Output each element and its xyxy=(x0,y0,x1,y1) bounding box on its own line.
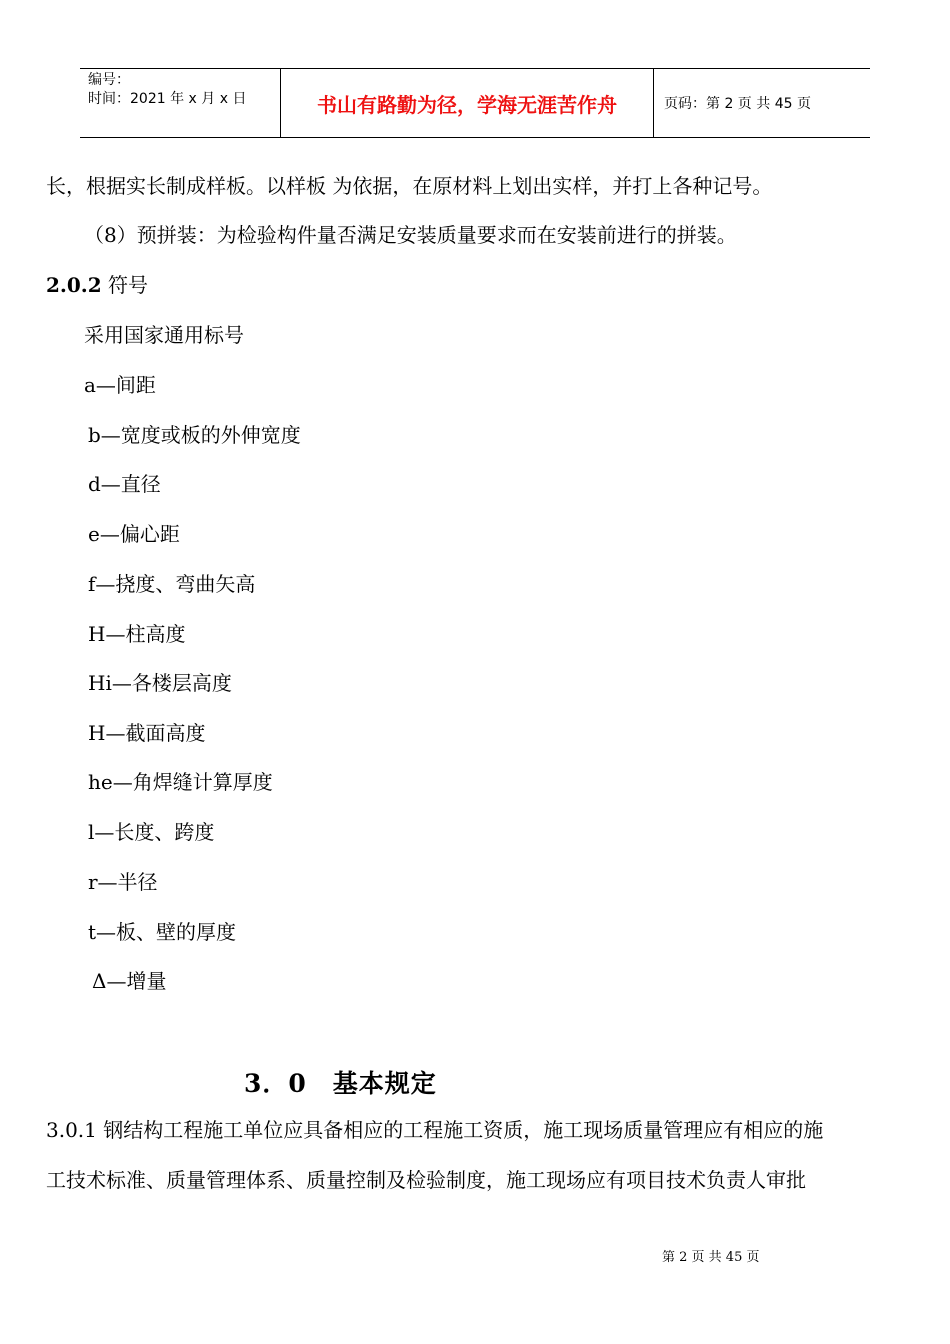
section-heading xyxy=(46,271,148,299)
body-line-2: （8）预拼装：为检验构件量否满足安装质量要求而在安装前进行的拼装。 xyxy=(84,223,737,247)
paragraph-line-1: 3.0.1 钢结构工程施工单位应具备相应的工程施工资质，施工现场质量管理应有相应的施 xyxy=(46,1118,824,1142)
symbol-item: f—挠度、弯曲矢高 xyxy=(88,572,256,596)
chapter-title: 3．0 基本规定 xyxy=(244,1069,437,1098)
document-header xyxy=(80,68,870,138)
symbol-item: r—半径 xyxy=(88,870,158,894)
symbol-item: H—柱高度 xyxy=(88,622,186,646)
paragraph-line-2: 工技术标准、质量管理体系、质量控制及检验制度，施工现场应有项目技术负责人审批 xyxy=(46,1168,806,1192)
body-line-1: 长，根据实长制成样板。以样板 为依据，在原材料上划出实样，并打上各种记号。 xyxy=(46,174,773,198)
symbol-item: b—宽度或板的外伸宽度 xyxy=(88,423,301,447)
header-page-info: 页码：第 2 页 共 45 页 xyxy=(664,96,811,112)
header-motto: 书山有路勤为径，学海无涯苦作舟 xyxy=(281,69,654,137)
header-number-label: 编号： xyxy=(88,72,130,88)
symbol-item: Hi—各楼层高度 xyxy=(88,671,232,695)
symbols-intro: 采用国家通用标号 xyxy=(84,323,244,347)
symbol-item: d—直径 xyxy=(88,472,161,496)
symbol-item: H—截面高度 xyxy=(88,721,206,745)
symbol-item: a—间距 xyxy=(84,373,156,397)
section-number: 2.0.2 xyxy=(46,273,102,297)
header-time-label: 时间：2021 年 x 月 x 日 xyxy=(88,91,247,107)
header-meta-cell xyxy=(80,69,281,137)
symbol-item: he—角焊缝计算厚度 xyxy=(88,770,273,794)
symbol-item: t—板、壁的厚度 xyxy=(88,920,237,944)
page-footer: 第 2 页 共 45 页 xyxy=(662,1250,760,1265)
symbol-item: l—长度、跨度 xyxy=(88,820,215,844)
symbol-item: e—偏心距 xyxy=(88,522,180,546)
symbol-item: Δ—增量 xyxy=(92,969,167,993)
section-title: 符号 xyxy=(101,273,149,297)
